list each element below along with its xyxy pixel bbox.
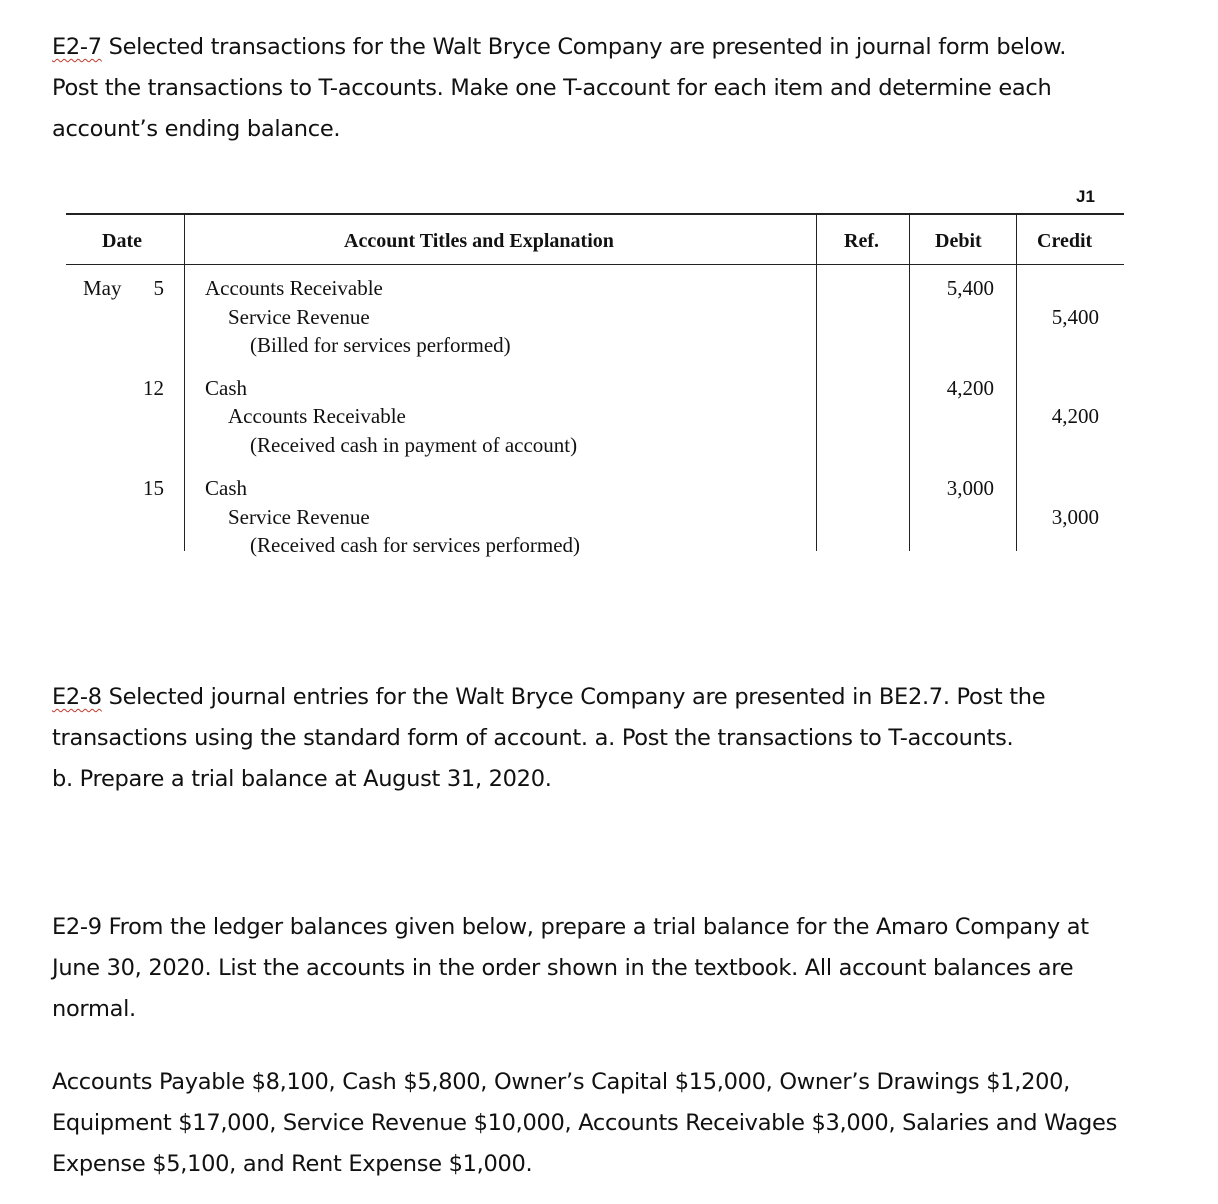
- exercise-code: E2-8: [52, 684, 102, 710]
- credit-amount: 4,200: [1051, 404, 1099, 428]
- exercise-e2-8-text: [52, 677, 1192, 800]
- text-line: Expense $5,100, and Rent Expense $1,000.: [52, 1151, 533, 1177]
- debit-account: Cash: [205, 376, 247, 400]
- entry-explanation: (Received cash in payment of account): [250, 433, 578, 457]
- text-line: transactions using the standard form of account. a. Post the transactions to T-accounts.: [52, 725, 1014, 751]
- credit-account: Service Revenue: [228, 305, 370, 329]
- exercise-e2-9-text: [52, 907, 1192, 1030]
- journal-page-code: J1: [1076, 187, 1095, 206]
- credit-account: Accounts Receivable: [228, 404, 406, 428]
- exercise-e2-7-text: [52, 27, 1192, 150]
- entry-day: 12: [143, 376, 164, 400]
- column-divider: [816, 213, 817, 551]
- header-bottom-rule: [66, 264, 1124, 265]
- text-line: b. Prepare a trial balance at August 31, 2020.: [52, 766, 552, 792]
- debit-account: Accounts Receivable: [205, 276, 383, 300]
- debit-amount: 5,400: [946, 276, 994, 300]
- debit-amount: 4,200: [946, 376, 994, 400]
- column-divider: [1016, 213, 1017, 551]
- text-line: normal.: [52, 996, 136, 1022]
- credit-account: Service Revenue: [228, 505, 370, 529]
- text-line: June 30, 2020. List the accounts in the order shown in the textbook. All account balances are: [52, 955, 1074, 981]
- header-account-titles: Account Titles and Explanation: [344, 230, 614, 252]
- text-line: E2-8 Selected journal entries for the Walt Bryce Company are presented in BE2.7. Post the: [52, 684, 1046, 710]
- column-divider: [184, 213, 185, 551]
- entry-month: May: [83, 276, 122, 300]
- table-top-rule: [66, 213, 1124, 215]
- entry-day: 5: [153, 276, 164, 300]
- debit-amount: 3,000: [946, 476, 994, 500]
- column-divider: [909, 213, 910, 551]
- debit-account: Cash: [205, 476, 247, 500]
- credit-amount: 5,400: [1051, 305, 1099, 329]
- entry-explanation: (Received cash for services performed): [250, 533, 581, 557]
- entry-day: 15: [143, 476, 164, 500]
- credit-amount: 3,000: [1051, 505, 1099, 529]
- header-debit: Debit: [935, 230, 982, 252]
- text-line: E2-9 From the ledger balances given below, prepare a trial balance for the Amaro Company at: [52, 914, 1089, 940]
- text-line: account’s ending balance.: [52, 116, 341, 142]
- header-credit: Credit: [1037, 230, 1093, 252]
- header-date: Date: [102, 230, 142, 252]
- text-line: E2-7 Selected transactions for the Walt Bryce Company are presented in journal form below.: [52, 34, 1067, 60]
- text-line: Accounts Payable $8,100, Cash $5,800, Owner’s Capital $15,000, Owner’s Drawings $1,200,: [52, 1069, 1070, 1095]
- header-ref: Ref.: [844, 230, 879, 252]
- ledger-balances-text: [52, 1062, 1192, 1185]
- text-line: Equipment $17,000, Service Revenue $10,000, Accounts Receivable $3,000, Salaries and Wages: [52, 1110, 1117, 1136]
- entry-explanation: (Billed for services performed): [250, 333, 511, 357]
- text-line: Post the transactions to T-accounts. Make one T-account for each item and determine each: [52, 75, 1052, 101]
- exercise-code: E2-7: [52, 34, 102, 60]
